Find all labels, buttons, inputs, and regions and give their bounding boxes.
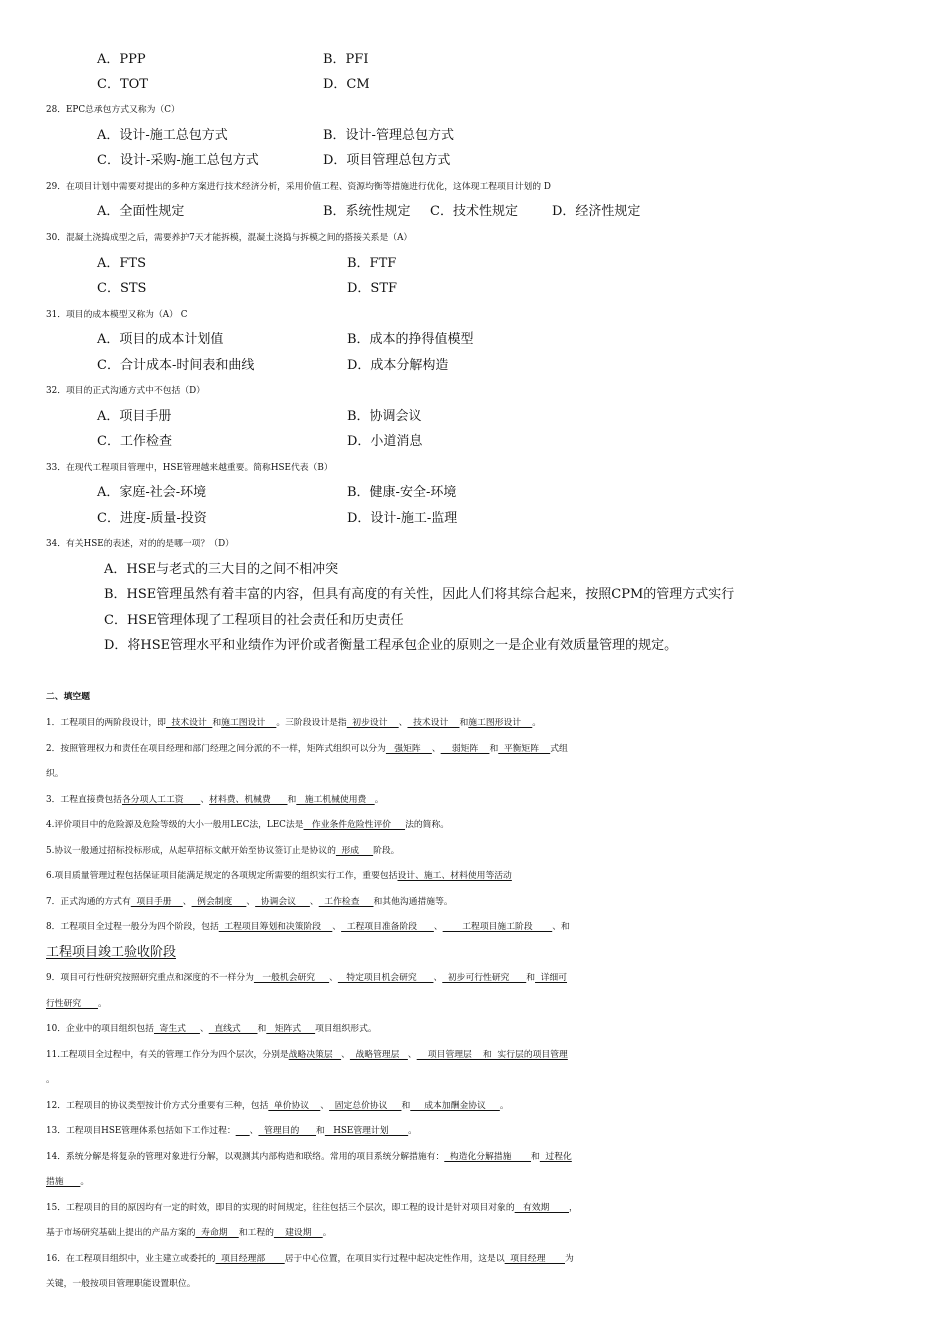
q31-option-b: B．成本的挣得值模型 bbox=[347, 332, 474, 347]
q34-option-d: D．将HSE管理水平和业绩作为评价或者衡量工程承包企业的原则之一是企业有效质量管理的规定。 bbox=[104, 638, 678, 653]
q27-option-a: A．PPP bbox=[97, 52, 146, 67]
fill-2: 2．按照管理权力和责任在项目经理和部门经理之间分派的不一样，矩阵式组织可以分为 强矩阵 、 弱矩阵 和 平衡矩阵 式组 bbox=[46, 744, 568, 754]
q29-option-d: D．经济性规定 bbox=[552, 204, 641, 219]
fill-12: 12．工程项目的协议类型按计价方式分重要有三种，包括 单价协议 、 固定总价协议 和 成本加酬金协议 。 bbox=[46, 1101, 509, 1111]
q31-option-c: C．合计成本-时间表和曲线 bbox=[97, 358, 255, 373]
fill-2-cont: 织。 bbox=[46, 769, 64, 779]
fill-16: 16．在工程项目组织中，业主建立或委托的 项目经理部 居于中心位置，在项目实行过程中起决定性作用，这是以 项目经理 为 bbox=[46, 1254, 574, 1264]
q31-option-a: A．项目的成本计划值 bbox=[97, 332, 224, 347]
q34-option-c: C．HSE管理体现了工程项目的社会责任和历史责任 bbox=[104, 613, 404, 628]
q32-option-c: C．工作检查 bbox=[97, 434, 172, 449]
q30-option-c: C．STS bbox=[97, 281, 147, 296]
fill-5: 5.协议一般通过招标投标形成，从起草招标文献开始至协议签订止是协议的 形成 阶段。 bbox=[46, 846, 400, 856]
q34-option-b: B．HSE管理虽然有着丰富的内容，但具有高度的有关性，因此人们将其综合起来，按照CPM的管理方式实行 bbox=[104, 587, 735, 602]
q30-option-a: A．FTS bbox=[97, 256, 146, 271]
fill-11: 11.工程项目全过程中，有关的管理工作分为四个层次，分别是战略决策层 、 战略管理层 、 项目管理层 和 实行层的项目管理 bbox=[46, 1050, 568, 1060]
q30-option-d: D．STF bbox=[347, 281, 398, 296]
fill-4: 4.评价项目中的危险源及危险等级的大小一般用LEC法，LEC法是 作业条件危险性评价 法的简称。 bbox=[46, 820, 450, 830]
q27-option-d: D．CM bbox=[323, 77, 370, 92]
q30-stem: 30．混凝土浇捣成型之后，需要养护7天才能拆模，混凝土浇捣与拆模之间的搭接关系是（A） bbox=[46, 233, 413, 243]
fill-15-cont: 基于市场研究基础上提出的产品方案的 寿命期 和工程的 建设期 。 bbox=[46, 1228, 332, 1238]
q32-option-d: D．小道消息 bbox=[347, 434, 423, 449]
q29-stem: 29．在项目计划中需要对提出的多种方案进行技术经济分析，采用价值工程、资源均衡等措施进行优化，这体现工程项目计划的 D bbox=[46, 182, 551, 192]
q33-option-d: D．设计-施工-监理 bbox=[347, 511, 458, 526]
q34-option-a: A．HSE与老式的三大目的之间不相冲突 bbox=[104, 562, 339, 577]
q33-stem: 33．在现代工程项目管理中，HSE管理越来越重要。简称HSE代表（B） bbox=[46, 463, 333, 473]
section-heading: 二、填空题 bbox=[46, 692, 90, 702]
fill-9: 9．项目可行性研究按照研究重点和深度的不一样分为 一般机会研究 、 特定项目机会研究 、 初步可行性研究 和 详细可 bbox=[46, 973, 568, 983]
q28-option-b: B．设计-管理总包方式 bbox=[323, 128, 454, 143]
q32-option-a: A．项目手册 bbox=[97, 409, 172, 424]
fill-3: 3．工程直接费包括各分项人工工资 、材料费、机械费 和 施工机械使用费 。 bbox=[46, 795, 384, 805]
fill-7: 7．正式沟通的方式有 项目手册 、 例会制度 、 协调会议 、 工作检查 和其他沟通措施等。 bbox=[46, 897, 453, 907]
fill-14-cont: 措施 。 bbox=[46, 1177, 90, 1187]
q28-option-a: A．设计-施工总包方式 bbox=[97, 128, 228, 143]
fill-10: 10．企业中的项目组织包括 寄生式 、 直线式 和 矩阵式 项目组织形式。 bbox=[46, 1024, 377, 1034]
q29-option-b: B．系统性规定 bbox=[323, 204, 411, 219]
fill-13: 13．工程项目HSE管理体系包括如下工作过程： 、 管理目的 和 HSE管理计划 。 bbox=[46, 1126, 417, 1136]
q34-stem: 34．有关HSE的表述，对的的是哪一项？（D） bbox=[46, 539, 234, 549]
q32-stem: 32．项目的正式沟通方式中不包括（D） bbox=[46, 386, 205, 396]
q32-option-b: B．协调会议 bbox=[347, 409, 422, 424]
q31-option-d: D．成本分解构造 bbox=[347, 358, 449, 373]
fill-8: 8．工程项目全过程一般分为四个阶段，包括 工程项目筹划和决策阶段 、 工程项目准备阶段 、 工程项目施工阶段 、和 bbox=[46, 922, 570, 932]
fill-15: 15．工程项目的目的原因均有一定的时效，即目的实现的时间规定，往往包括三个层次，即工程的设计是针对项目对象的 有效期 ， bbox=[46, 1203, 578, 1213]
q33-option-a: A．家庭-社会-环境 bbox=[97, 485, 207, 500]
fill-8-cont: 工程项目竣工验收阶段 bbox=[46, 945, 177, 960]
fill-11-cont: 。 bbox=[46, 1075, 55, 1085]
fill-6: 6.项目质量管理过程包括保证项目能满足规定的各项规定所需要的组织实行工作，重要包括设计、施工、材料使用等活动 bbox=[46, 871, 512, 881]
q29-option-a: A．全面性规定 bbox=[97, 204, 185, 219]
fill-1: 1．工程项目的两阶段设计，即 技术设计 和施工图设计 。三阶段设计是指 初步设计 、 技术设计 和施工图形设计 。 bbox=[46, 718, 542, 728]
q28-stem: 28．EPC总承包方式又称为（C） bbox=[46, 105, 180, 115]
fill-14: 14．系统分解是将复杂的管理对象进行分解，以观测其内部构造和联络。常用的项目系统分解措施有： 构造化分解措施 和 过程化 bbox=[46, 1152, 572, 1162]
q31-stem: 31．项目的成本模型又称为（A） C bbox=[46, 310, 188, 320]
q33-option-c: C．进度-质量-投资 bbox=[97, 511, 207, 526]
q27-option-b: B．PFI bbox=[323, 52, 369, 67]
q29-option-c: C．技术性规定 bbox=[430, 204, 518, 219]
fill-9-cont: 行性研究 。 bbox=[46, 999, 107, 1009]
q30-option-b: B．FTF bbox=[347, 256, 397, 271]
q33-option-b: B．健康-安全-环境 bbox=[347, 485, 457, 500]
fill-16-cont: 关键，一般按项目管理职能设置职位。 bbox=[46, 1279, 196, 1289]
q28-option-d: D．项目管理总包方式 bbox=[323, 153, 451, 168]
q27-option-c: C．TOT bbox=[97, 77, 148, 92]
q28-option-c: C．设计-采购-施工总包方式 bbox=[97, 153, 259, 168]
